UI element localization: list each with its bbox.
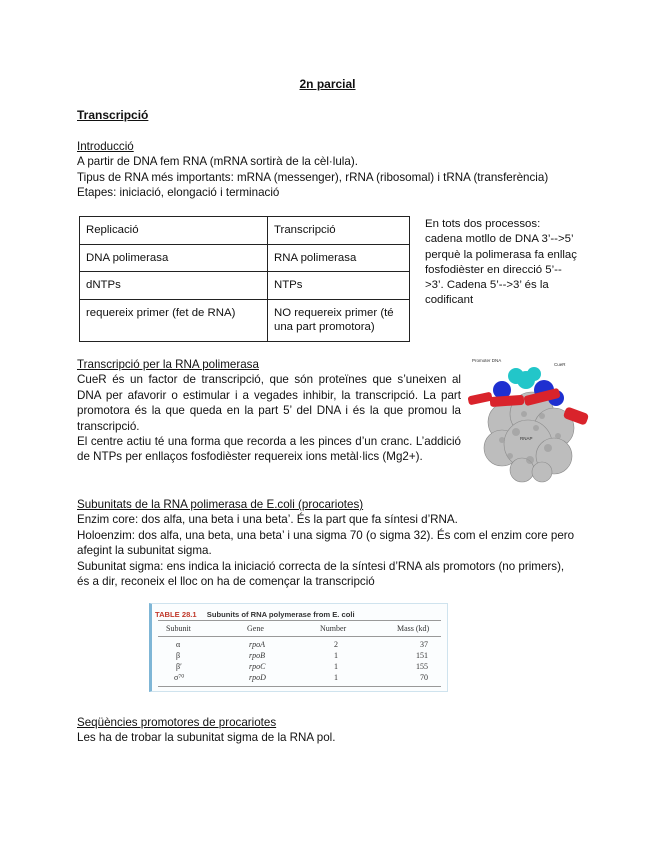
intro-line: Tipus de RNA més importants: mRNA (messenger), rRNA (ribosomal) i tRNA (transferència) [77,170,549,184]
table-cell: 151 [416,651,428,660]
table-row [80,217,410,245]
table-row [80,272,410,300]
subunits-line: Enzim core: dos alfa, una beta i una beta’. És la part que fa síntesi d’RNA. [77,513,458,527]
divider [158,620,441,621]
intro-line: A partir de DNA fem RNA (mRNA sortirà de la cèl·lula). [77,155,358,169]
table-cell: RNA polimerasa [268,244,410,272]
table-row [80,244,410,272]
table-header: Mass (kd) [397,624,430,633]
subunits-title: Subunitats de la RNA polimerasa de E.coli (procariotes) [77,498,364,511]
table-cell: rpoB [249,651,265,660]
promoters-title: Seqüències promotores de procariotes [77,716,277,729]
table-header: Subunit [166,624,191,633]
table-cell: 2 [334,640,338,649]
subunits-line: Subunitat sigma: ens indica la iniciació correcta de la síntesi d’RNA als promotors (no primers), és a dir, reconeix el lloc on ha de començar la transcripció [77,559,565,589]
table-cell: α [176,640,181,649]
table-cell: 155 [416,662,428,671]
table-cell: DNA polimerasa [80,244,268,272]
table-cell: 70 [420,673,428,682]
table-cell: rpoD [249,673,266,682]
divider [158,636,441,637]
table-cell: 1 [334,662,338,671]
rnap-section-title: Transcripció per la RNA polimerasa [77,358,259,371]
table-cell: 1 [334,673,338,682]
table-cell: NO requereix primer (té una part promotora) [268,299,410,341]
table-cell: rpoA [249,640,265,649]
table-caption-text: Subunits of RNA polymerase from E. coli [206,610,355,619]
section-heading: Transcripció [77,108,149,122]
table-row [80,299,410,341]
table-cell: Transcripció [268,217,410,245]
rnap-label: RNAP [520,436,533,441]
rnap-paragraph: El centre actiu té una forma que recorda a les pinces d’un cranc. L’addició de NTPs per enllaços fosfodièster requereix ions metàl·lics (Mg2+). [77,435,461,464]
table-cell: β [176,651,181,660]
rnap-paragraph: CueR és un factor de transcripció, que són proteïnes que s’uneixen al DNA per afavorir o estimular i a vegades inhibir, la transcripció. La part promotora és la que queda en la part 5’ del DNA i és la que promou la transcripció. [77,373,461,433]
table-cell: dNTPs [80,272,268,300]
table-cell: 1 [334,651,338,660]
table-cell: σ⁷⁰ [174,673,185,682]
table-cell: requereix primer (fet de RNA) [80,299,268,341]
rna-polymerase-figure [466,352,590,484]
rnap-section [77,357,461,465]
table-cell: rpoC [249,662,266,671]
intro-title: Introducció [77,140,134,153]
replication-transcription-table [79,216,410,342]
table-cell: NTPs [268,272,410,300]
intro-line: Etapes: iniciació, elongació i terminació [77,186,280,200]
promoter-label: Promoter DNA [472,358,502,363]
cuer-label: CueR [554,362,566,367]
table-cell: β′ [176,662,182,671]
divider [158,686,441,687]
table-header: Gene [247,624,264,633]
page-title: 2n parcial [299,77,356,91]
table-number: TABLE 28.1 [155,610,197,619]
promoters-line: Les ha de trobar la subunitat sigma de la RNA pol. [77,731,336,745]
intro-block [77,139,597,201]
table-cell: 37 [420,640,428,649]
subunits-section [77,497,577,589]
table-cell: Replicació [80,217,268,245]
subunits-line: Holoenzim: dos alfa, una beta, una beta’ i una sigma 70 (o sigma 32). És com el enzim core pero afegint la subunitat sigma. [77,528,575,558]
side-note: En tots dos processos: cadena motllo de DNA 3’-->5’ perquè la polimerasa fa enllaç fosfodièster en direcció 5’-->3’. Cadena 5’-->3’ és la codificant [425,218,577,307]
subunits-table-image [149,603,448,692]
promoters-section [77,715,577,746]
table-header: Number [320,624,347,633]
